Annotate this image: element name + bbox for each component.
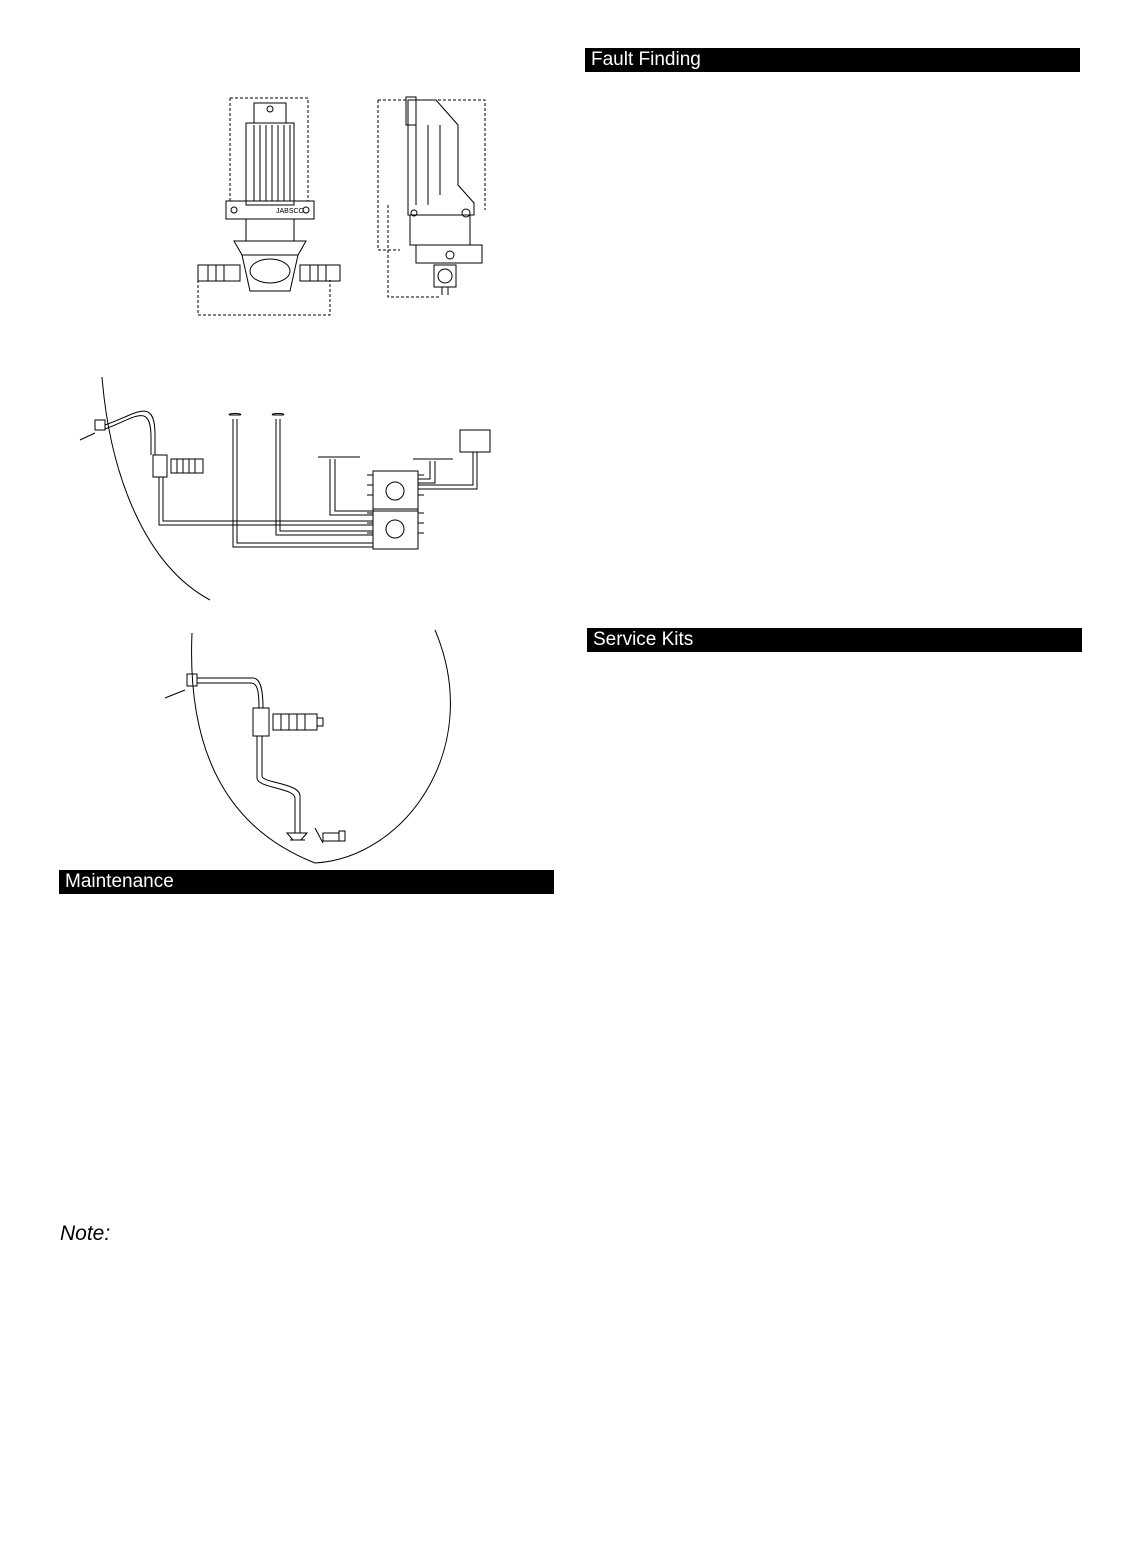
pump-side-view-figure <box>370 95 495 305</box>
pump-front-logo: JABSCO <box>276 208 305 215</box>
pump-front-view-figure <box>190 95 350 320</box>
service-kits-heading: Service Kits <box>587 628 1082 652</box>
note-label: Note: <box>60 1222 111 1245</box>
installation-diagram-bilge <box>165 628 495 868</box>
fault-finding-heading: Fault Finding <box>585 48 1080 72</box>
installation-diagram-tank <box>75 375 500 605</box>
maintenance-heading: Maintenance <box>59 870 554 894</box>
